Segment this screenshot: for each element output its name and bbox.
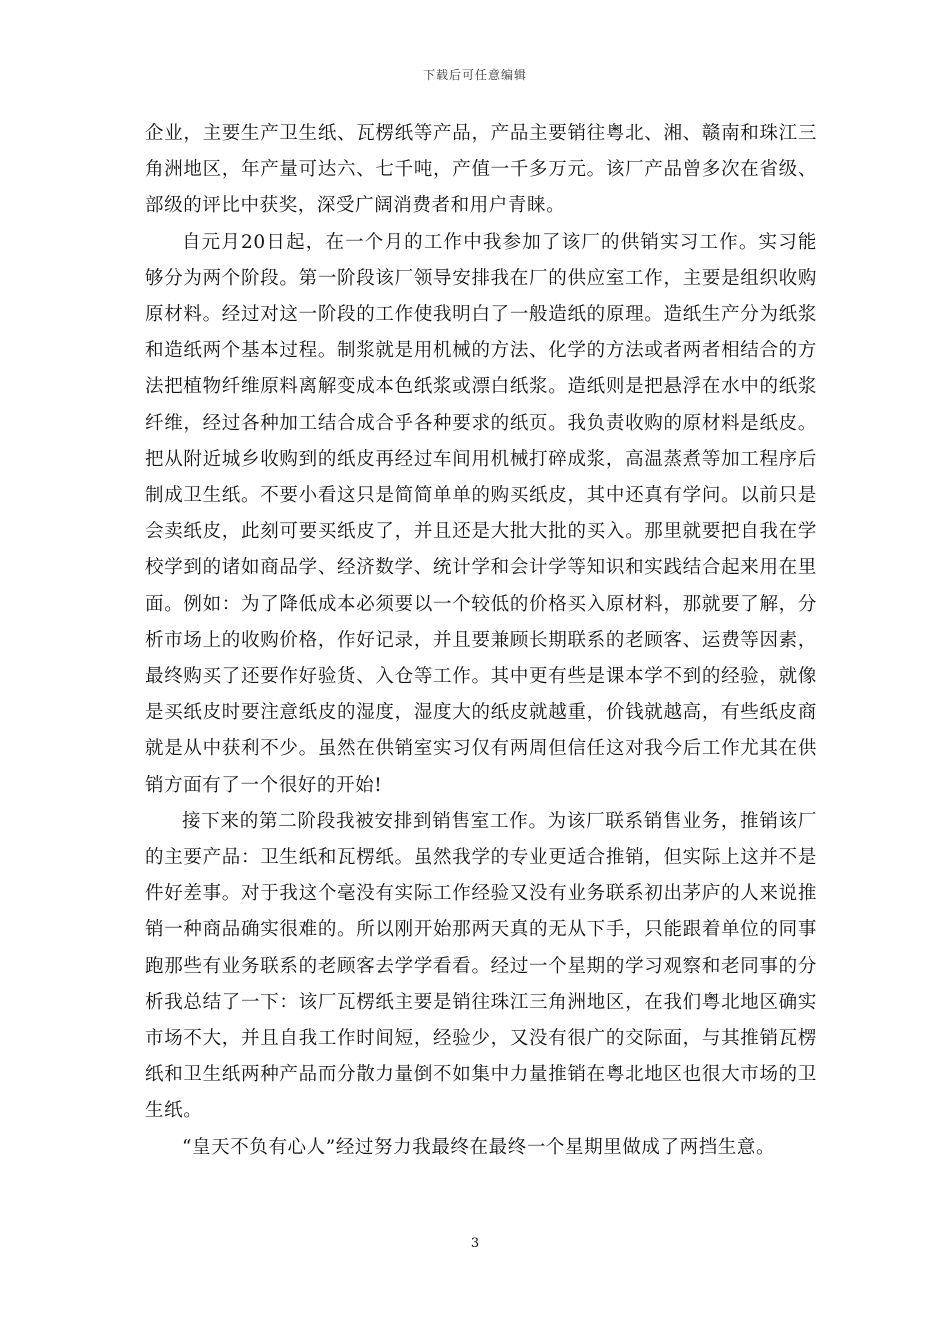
page-header: 下载后可任意编辑 — [422, 68, 527, 82]
paragraph-4: “皇天不负有心人”经过努力我最终在最终一个星期里做成了两挡生意。 — [182, 1136, 776, 1158]
document-body — [145, 116, 817, 1166]
page-number: 3 — [470, 1236, 480, 1251]
paragraph-1: 企业，主要生产卫生纸、瓦楞纸等产品，产品主要销往粤北、湘、赣南和珠江三角洲地区，年产量可达六、七千吨，产值一千多万元。该厂产品曾多次在省级、部级的评比中获奖，深受广阔消费者和用户青睐。 — [145, 123, 817, 217]
paragraph-3: 接下来的第二阶段我被安排到销售室工作。为该厂联系销售业务，推销该厂的主要产品：卫生纸和瓦楞纸。虽然我学的专业更适合推销，但实际上这并不是件好差事。对于我这个毫没有实际工作经验又没有业务联系初出茅庐的人来说推销一种商品确实很难的。所以刚开始那两天真的无从下手，只能跟着单位的同事跑那些有业务联系的老顾客去学学看看。经过一个星期的学习观察和老同事的分析我总结了一下：该厂瓦楞纸主要是销往珠江三角洲地区，在我们粤北地区确实市场不大，并且自我工作时间短，经验少，又没有很广的交际面，与其推销瓦楞纸和卫生纸两种产品而分散力量倒不如集中力量推销在粤北地区也很大市场的卫生纸。 — [145, 810, 817, 1122]
paragraph-2: 自元月20日起，在一个月的工作中我参加了该厂的供销实习工作。实习能够分为两个阶段。第一阶段该厂领导安排我在厂的供应室工作，主要是组织收购原材料。经过对这一阶段的工作使我明白了一般造纸的原理。造纸生产分为纸浆和造纸两个基本过程。制浆就是用机械的方法、化学的方法或者两者相结合的方法把植物纤维原料离解变成本色纸浆或漂白纸浆。造纸则是把悬浮在水中的纸浆纤维，经过各种加工结合成合乎各种要求的纸页。我负责收购的原材料是纸皮。把从附近城乡收购到的纸皮再经过车间用机械打碎成浆，高温蒸煮等加工程序后制成卫生纸。不要小看这只是简简单单的购买纸皮，其中还真有学问。以前只是会卖纸皮，此刻可要买纸皮了，并且还是大批大批的买入。那里就要把自我在学校学到的诸如商品学、经济数学、统计学和会计学等知识和实践结合起来用在里面。例如：为了降低成本必须要以一个较低的价格买入原材料，那就要了解，分析市场上的收购价格，作好记录，并且要兼顾长期联系的老顾客、运费等因素，最终购买了还要作好验货、入仓等工作。其中更有些是课本学不到的经验，就像是买纸皮时要注意纸皮的湿度，湿度大的纸皮就越重，价钱就越高，有些纸皮商就是从中获利不少。虽然在供销室实习仅有两周但信任这对我今后工作尤其在供销方面有了一个很好的开始! — [145, 231, 817, 796]
